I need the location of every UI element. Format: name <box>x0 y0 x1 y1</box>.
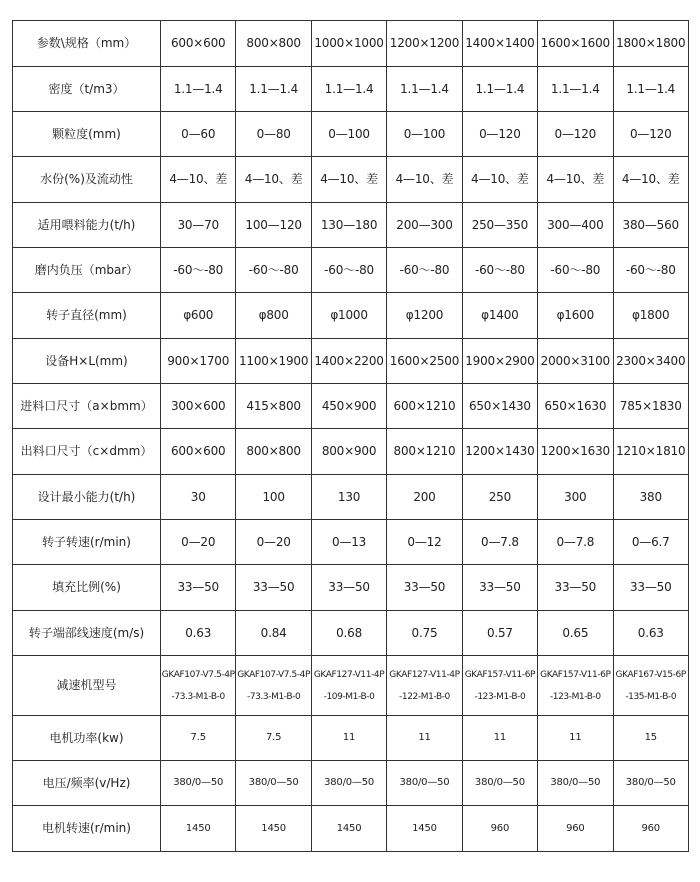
table-cell: 0.63 <box>161 611 236 656</box>
row-label: 水份(%)及流动性 <box>13 157 161 203</box>
table-cell: 0—120 <box>613 112 688 157</box>
table-cell: 415×800 <box>236 384 311 429</box>
cell-line: -109-M1-B-0 <box>323 691 375 702</box>
table-row <box>13 429 689 475</box>
table-cell: φ600 <box>161 293 236 339</box>
table-cell: 600×600 <box>161 21 236 67</box>
table-cell: 1450 <box>387 806 462 852</box>
table-cell: 0.84 <box>236 611 311 656</box>
table-cell: 250—350 <box>462 203 537 248</box>
cell-line: -135-M1-B-0 <box>625 691 677 702</box>
table-cell: 785×1830 <box>613 384 688 429</box>
table-cell: 250 <box>462 475 537 520</box>
table-cell: 15 <box>613 716 688 761</box>
table-cell: -60～-80 <box>236 248 311 293</box>
cell-line: -73.3-M1-B-0 <box>246 691 301 702</box>
table-cell: 4—10、差 <box>462 157 537 203</box>
table-cell: 4—10、差 <box>613 157 688 203</box>
table-cell: 11 <box>462 716 537 761</box>
table-cell: 380/0—50 <box>311 761 386 806</box>
row-label: 填充比例(%) <box>13 565 161 611</box>
table-cell: -60～-80 <box>462 248 537 293</box>
table-cell: 1.1—1.4 <box>613 67 688 112</box>
table-cell: 300 <box>538 475 613 520</box>
table-cell: φ1400 <box>462 293 537 339</box>
table-cell: 1210×1810 <box>613 429 688 475</box>
table-row <box>13 806 689 852</box>
table-cell: 1900×2900 <box>462 339 537 384</box>
table-cell: 0—12 <box>387 520 462 565</box>
table-cell: 0.65 <box>538 611 613 656</box>
table-cell: 300×600 <box>161 384 236 429</box>
table-row <box>13 384 689 429</box>
table-cell: 960 <box>538 806 613 852</box>
table-row <box>13 203 689 248</box>
table-cell: 1800×1800 <box>613 21 688 67</box>
table-cell: 130—180 <box>311 203 386 248</box>
table-cell: 380—560 <box>613 203 688 248</box>
row-label: 电机转速(r/min) <box>13 806 161 852</box>
table-row <box>13 67 689 112</box>
table-cell: 0—100 <box>311 112 386 157</box>
table-cell: 30—70 <box>161 203 236 248</box>
table-cell: 1.1—1.4 <box>311 67 386 112</box>
table-cell: 0.75 <box>387 611 462 656</box>
table-cell: 1100×1900 <box>236 339 311 384</box>
table-cell: 4—10、差 <box>538 157 613 203</box>
table-row <box>13 112 689 157</box>
table-cell: 380/0—50 <box>387 761 462 806</box>
cell-line: GKAF127-V11-4P <box>313 669 385 680</box>
table-cell: 0.68 <box>311 611 386 656</box>
cell-line: -123-M1-B-0 <box>474 691 526 702</box>
table-cell: -60～-80 <box>161 248 236 293</box>
table-row <box>13 339 689 384</box>
table-cell: 11 <box>387 716 462 761</box>
table-cell: 1.1—1.4 <box>161 67 236 112</box>
table-cell: 0.63 <box>613 611 688 656</box>
row-label: 出料口尺寸（c×dmm） <box>13 429 161 475</box>
table-row <box>13 656 689 716</box>
table-cell: 1.1—1.4 <box>387 67 462 112</box>
table-cell: 4—10、差 <box>236 157 311 203</box>
table-cell: 650×1430 <box>462 384 537 429</box>
table-cell <box>538 656 613 716</box>
table-cell: 130 <box>311 475 386 520</box>
row-label: 电机功率(kw) <box>13 716 161 761</box>
table-cell: 0—7.8 <box>538 520 613 565</box>
table-cell: 0—13 <box>311 520 386 565</box>
table-cell: 0—6.7 <box>613 520 688 565</box>
table-row <box>13 565 689 611</box>
row-label: 磨内负压（mbar） <box>13 248 161 293</box>
table-cell: 1600×1600 <box>538 21 613 67</box>
table-row <box>13 475 689 520</box>
table-cell: 0—60 <box>161 112 236 157</box>
table-cell: 0.57 <box>462 611 537 656</box>
table-cell: 33—50 <box>613 565 688 611</box>
row-label: 密度（t/m3） <box>13 67 161 112</box>
row-label: 转子转速(r/min) <box>13 520 161 565</box>
table-cell: 1400×1400 <box>462 21 537 67</box>
cell-line: GKAF107-V7.5-4P <box>161 669 235 680</box>
table-cell: 7.5 <box>236 716 311 761</box>
table-cell: 1450 <box>161 806 236 852</box>
table-cell: 1000×1000 <box>311 21 386 67</box>
table-cell: 600×600 <box>161 429 236 475</box>
table-cell: 380/0—50 <box>462 761 537 806</box>
table-cell: 100 <box>236 475 311 520</box>
table-row <box>13 293 689 339</box>
table-cell: 4—10、差 <box>161 157 236 203</box>
table-cell: φ1600 <box>538 293 613 339</box>
cell-line: GKAF107-V7.5-4P <box>237 669 311 680</box>
cell-line: GKAF157-V11-6P <box>540 669 611 680</box>
table-cell: 1450 <box>311 806 386 852</box>
table-cell: 650×1630 <box>538 384 613 429</box>
table-cell: 33—50 <box>538 565 613 611</box>
table-cell: φ1200 <box>387 293 462 339</box>
table-cell: 33—50 <box>387 565 462 611</box>
table-cell: φ1000 <box>311 293 386 339</box>
table-cell: 1200×1200 <box>387 21 462 67</box>
table-cell: 200—300 <box>387 203 462 248</box>
cell-line: -73.3-M1-B-0 <box>171 691 225 702</box>
table-row <box>13 761 689 806</box>
row-label: 设备H×L(mm) <box>13 339 161 384</box>
table-cell: 1200×1430 <box>462 429 537 475</box>
table-row <box>13 21 689 67</box>
row-label: 进料口尺寸（a×bmm） <box>13 384 161 429</box>
cell-line: -122-M1-B-0 <box>399 691 450 702</box>
table-cell: 7.5 <box>161 716 236 761</box>
table-cell: 600×1210 <box>387 384 462 429</box>
table-cell: 960 <box>613 806 688 852</box>
table-cell: 0—20 <box>236 520 311 565</box>
table-cell: 450×900 <box>311 384 386 429</box>
cell-line: GKAF167-V15-6P <box>615 669 686 680</box>
table-cell: 30 <box>161 475 236 520</box>
table-cell: 11 <box>311 716 386 761</box>
row-label: 转子直径(mm) <box>13 293 161 339</box>
table-cell: 200 <box>387 475 462 520</box>
table-cell: 380 <box>613 475 688 520</box>
table-cell: -60～-80 <box>387 248 462 293</box>
table-cell <box>613 656 688 716</box>
table-cell: φ1800 <box>613 293 688 339</box>
table-cell: 0—20 <box>161 520 236 565</box>
table-cell: 800×800 <box>236 21 311 67</box>
table-cell: 2000×3100 <box>538 339 613 384</box>
table-row <box>13 157 689 203</box>
table-cell: 0—120 <box>538 112 613 157</box>
table-cell: 380/0—50 <box>538 761 613 806</box>
table-row <box>13 611 689 656</box>
table-cell: 4—10、差 <box>311 157 386 203</box>
table-cell <box>161 656 236 716</box>
cell-line: GKAF157-V11-6P <box>464 669 536 680</box>
table-cell <box>236 656 311 716</box>
table-cell: 33—50 <box>462 565 537 611</box>
table-cell: 1.1—1.4 <box>236 67 311 112</box>
row-label: 减速机型号 <box>13 656 161 716</box>
table-row <box>13 248 689 293</box>
table-cell: 800×800 <box>236 429 311 475</box>
row-label: 转子端部线速度(m/s) <box>13 611 161 656</box>
table-cell: 4—10、差 <box>387 157 462 203</box>
table-cell: 0—7.8 <box>462 520 537 565</box>
table-cell: φ800 <box>236 293 311 339</box>
cell-line: -123-M1-B-0 <box>549 691 601 702</box>
table-row <box>13 520 689 565</box>
table-cell: 900×1700 <box>161 339 236 384</box>
table-cell: 1450 <box>236 806 311 852</box>
table-cell: 800×1210 <box>387 429 462 475</box>
table-cell <box>387 656 462 716</box>
row-label: 适用喂料能力(t/h) <box>13 203 161 248</box>
table-cell: -60～-80 <box>613 248 688 293</box>
table-cell: 0—120 <box>462 112 537 157</box>
table-cell: 33—50 <box>161 565 236 611</box>
table-cell: 380/0—50 <box>161 761 236 806</box>
table-cell: 1400×2200 <box>311 339 386 384</box>
table-cell: 1.1—1.4 <box>462 67 537 112</box>
table-cell: 380/0—50 <box>613 761 688 806</box>
table-cell: 2300×3400 <box>613 339 688 384</box>
row-label: 电压/频率(v/Hz) <box>13 761 161 806</box>
table-cell: 100—120 <box>236 203 311 248</box>
table-cell: -60～-80 <box>538 248 613 293</box>
table-cell: 33—50 <box>236 565 311 611</box>
table-cell: 380/0—50 <box>236 761 311 806</box>
cell-line: GKAF127-V11-4P <box>389 669 460 680</box>
row-label: 颗粒度(mm) <box>13 112 161 157</box>
spec-table-body <box>13 21 689 852</box>
table-cell: 1.1—1.4 <box>538 67 613 112</box>
table-cell <box>462 656 537 716</box>
table-cell: 33—50 <box>311 565 386 611</box>
row-label: 参数\规格（mm） <box>13 21 161 67</box>
row-label: 设计最小能力(t/h) <box>13 475 161 520</box>
table-cell: 1200×1630 <box>538 429 613 475</box>
table-cell: 960 <box>462 806 537 852</box>
table-cell: 1600×2500 <box>387 339 462 384</box>
table-cell: 300—400 <box>538 203 613 248</box>
table-cell: 11 <box>538 716 613 761</box>
table-cell: 800×900 <box>311 429 386 475</box>
table-cell <box>311 656 386 716</box>
table-cell: 0—100 <box>387 112 462 157</box>
table-cell: 0—80 <box>236 112 311 157</box>
table-cell: -60～-80 <box>311 248 386 293</box>
spec-table <box>12 20 689 852</box>
table-row <box>13 716 689 761</box>
